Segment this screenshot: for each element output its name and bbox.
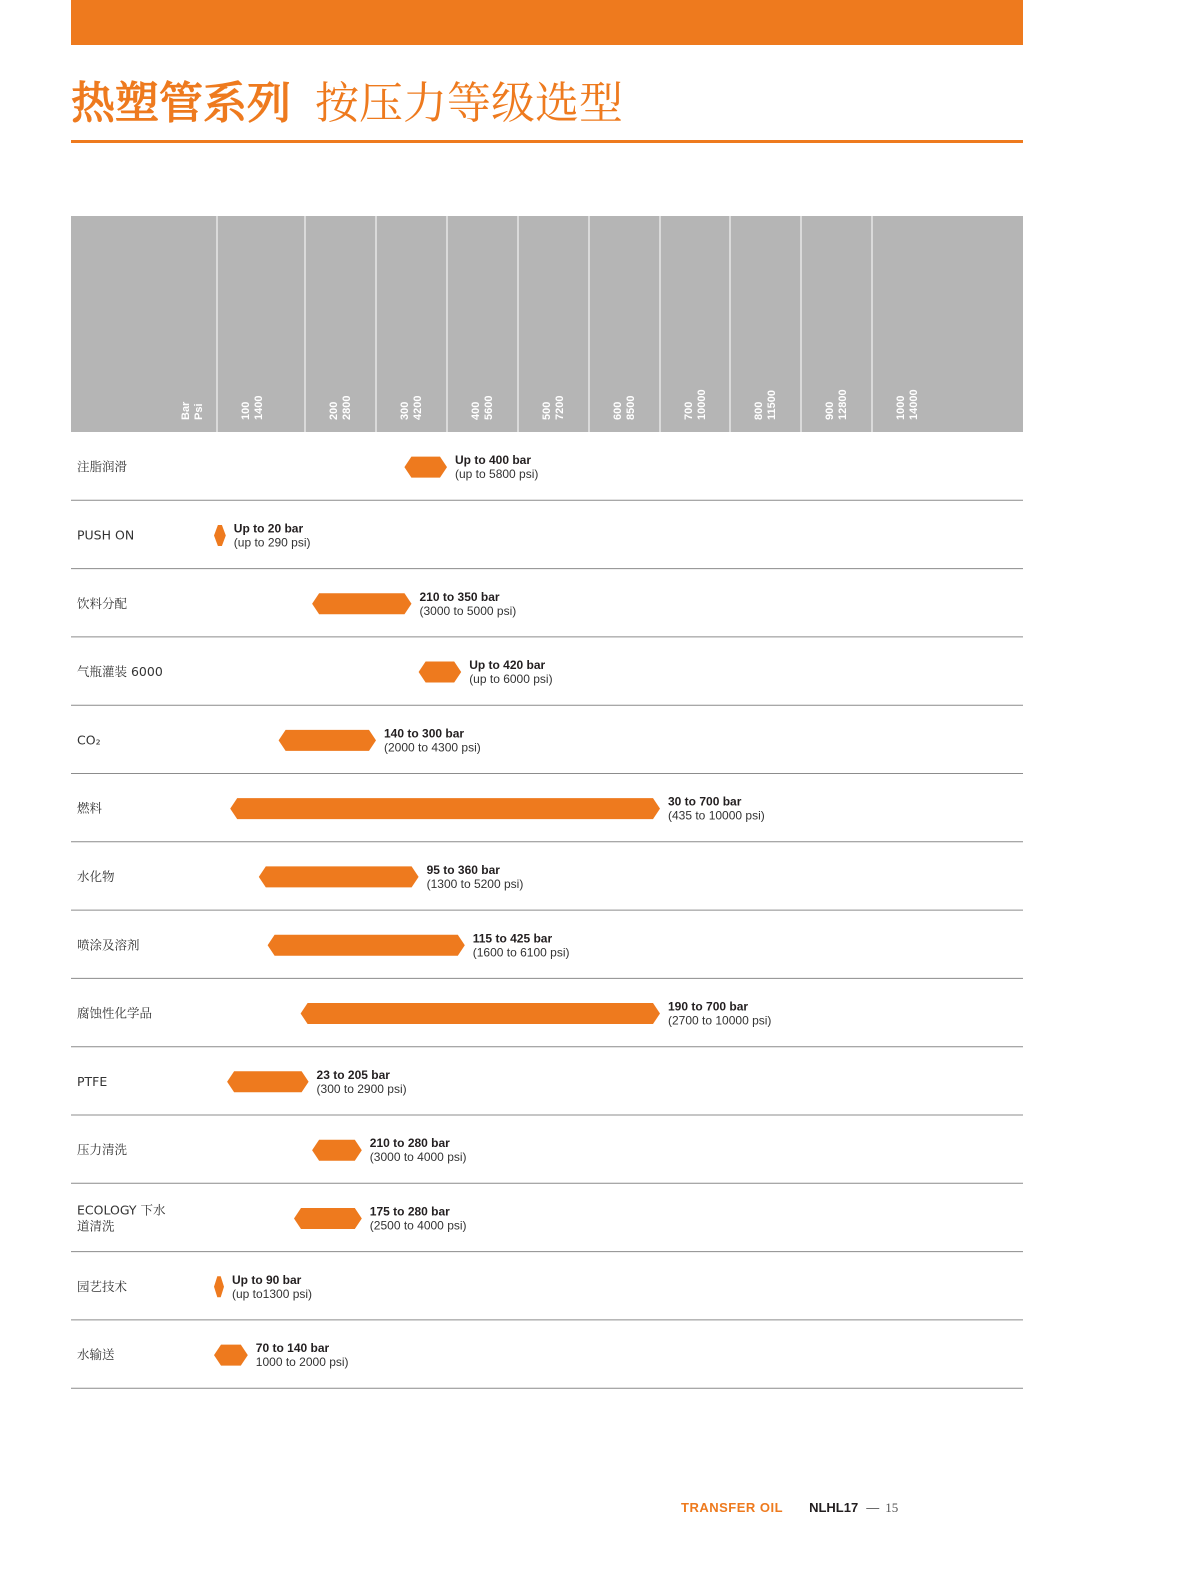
row-category-label	[77, 664, 163, 679]
row-category-label	[77, 1347, 115, 1362]
axis-tick-psi: 4200	[412, 395, 424, 420]
range-bar	[294, 1208, 362, 1229]
row-category-line: 压力清洗	[77, 1142, 128, 1158]
row-category-label	[77, 732, 101, 747]
row-category-line: 腐蚀性化学品	[77, 1005, 153, 1021]
axis-tick-bar: 1000	[895, 395, 907, 420]
range-label: 190 to 700 bar	[668, 999, 749, 1014]
row-category-line: 园艺技术	[77, 1278, 128, 1294]
range-label: Up to 90 bar	[232, 1272, 302, 1287]
axis-tick-bar: 900	[824, 401, 836, 420]
axis-tick-bar: 800	[753, 401, 765, 420]
range-sublabel: (3000 to 5000 psi)	[419, 603, 517, 618]
row-category-line: 水化物	[77, 868, 115, 884]
range-bar	[279, 730, 376, 751]
page-number: 15	[885, 1500, 899, 1515]
axis-tick-psi: 14000	[908, 389, 920, 420]
range-sublabel: (3000 to 4000 psi)	[369, 1150, 467, 1165]
axis-tick-psi: 5600	[483, 395, 495, 420]
range-bar	[214, 1345, 248, 1366]
row-category-line: 燃料	[77, 800, 103, 816]
axis-tick-bar: 500	[541, 401, 553, 420]
range-label: 30 to 700 bar	[668, 794, 742, 809]
page-title-light: 按压力等级选型	[315, 78, 623, 129]
row-category-line: PTFE	[77, 1073, 108, 1089]
row-category-label	[77, 1074, 107, 1089]
row-category-label	[77, 869, 115, 884]
row-category-label	[77, 1142, 128, 1157]
row-category-label	[77, 459, 128, 474]
range-label: 95 to 360 bar	[426, 862, 500, 877]
footer-separator: —	[866, 1500, 880, 1515]
range-label: Up to 20 bar	[233, 521, 304, 536]
range-bar	[419, 662, 462, 683]
row-category-label	[77, 801, 103, 816]
row-category-line: 喷涂及溶剂	[77, 937, 140, 953]
range-label: 175 to 280 bar	[369, 1204, 450, 1219]
row-category-line: 气瓶灌装 6000	[77, 664, 163, 680]
range-bar	[230, 798, 660, 819]
axis-unit-psi: Psi	[193, 403, 205, 420]
range-bar	[268, 935, 465, 956]
range-bar	[259, 866, 419, 887]
range-sublabel: (up to 5800 psi)	[455, 467, 539, 482]
row-category-line: 注脂润滑	[77, 459, 128, 475]
axis-tick-psi: 12800	[837, 389, 849, 420]
range-bar	[404, 457, 447, 478]
range-label: 140 to 300 bar	[384, 726, 465, 741]
page-title-bold: 热塑管系列	[71, 78, 291, 129]
axis-tick-bar: 600	[612, 401, 624, 420]
axis-tick-bar: 100	[240, 401, 252, 420]
range-label: Up to 400 bar	[455, 453, 532, 468]
row-category-label	[77, 1006, 152, 1021]
range-bar	[301, 1003, 660, 1024]
axis-tick-bar: 400	[470, 401, 482, 420]
range-sublabel: (up to1300 psi)	[232, 1286, 313, 1301]
range-label: 210 to 280 bar	[369, 1136, 450, 1151]
axis-tick-psi: 7200	[554, 395, 566, 420]
range-bar	[214, 1276, 224, 1297]
axis-header-band	[71, 216, 1023, 432]
range-sublabel: (2500 to 4000 psi)	[369, 1218, 467, 1233]
range-sublabel: (1600 to 6100 psi)	[472, 945, 570, 960]
row-category-label	[77, 937, 140, 952]
row-category-line: PUSH ON	[77, 527, 135, 543]
range-bar	[227, 1071, 309, 1092]
axis-unit-bar: Bar	[180, 401, 192, 420]
range-label: 210 to 350 bar	[419, 589, 500, 604]
axis-tick-psi: 1400	[253, 395, 265, 420]
range-bar	[312, 593, 411, 614]
range-label: 70 to 140 bar	[255, 1341, 330, 1356]
range-sublabel: (1300 to 5200 psi)	[426, 876, 524, 891]
range-label: 23 to 205 bar	[316, 1067, 390, 1082]
row-category-line: 道清洗	[77, 1218, 115, 1234]
row-category-line: 饮料分配	[77, 595, 128, 611]
footer-brand: TRANSFER OIL	[681, 1500, 784, 1515]
footer-code: NLHL17	[809, 1500, 859, 1515]
axis-tick-bar: 200	[328, 401, 340, 420]
range-sublabel: (300 to 2900 psi)	[316, 1081, 407, 1096]
axis-tick-psi: 10000	[696, 389, 708, 420]
axis-tick-psi: 11500	[766, 390, 778, 420]
axis-tick-bar: 300	[399, 401, 411, 420]
row-category-line: ECOLOGY 下水	[77, 1202, 166, 1218]
footer	[681, 1499, 898, 1517]
row-category-line: 水输送	[77, 1347, 115, 1363]
range-label: Up to 420 bar	[469, 658, 546, 673]
row-category-line: CO₂	[77, 732, 101, 748]
row-category-label	[77, 1279, 128, 1294]
axis-tick-psi: 2800	[341, 395, 353, 420]
axis-tick-psi: 8500	[625, 395, 637, 420]
axis-tick-bar: 700	[683, 401, 695, 420]
range-sublabel: (2000 to 4300 psi)	[384, 740, 481, 755]
range-bar	[214, 525, 226, 546]
range-bar	[312, 1140, 362, 1161]
range-sublabel: (435 to 10000 psi)	[668, 808, 765, 823]
range-sublabel: (2700 to 10000 psi)	[668, 1013, 772, 1028]
row-category-label	[77, 596, 128, 611]
range-sublabel: 1000 to 2000 psi)	[255, 1355, 349, 1370]
range-sublabel: (up to 290 psi)	[233, 535, 311, 550]
range-label: 115 to 425 bar	[472, 931, 553, 946]
row-category-label	[77, 527, 134, 542]
row-category-label	[77, 1202, 166, 1233]
range-sublabel: (up to 6000 psi)	[469, 672, 553, 687]
